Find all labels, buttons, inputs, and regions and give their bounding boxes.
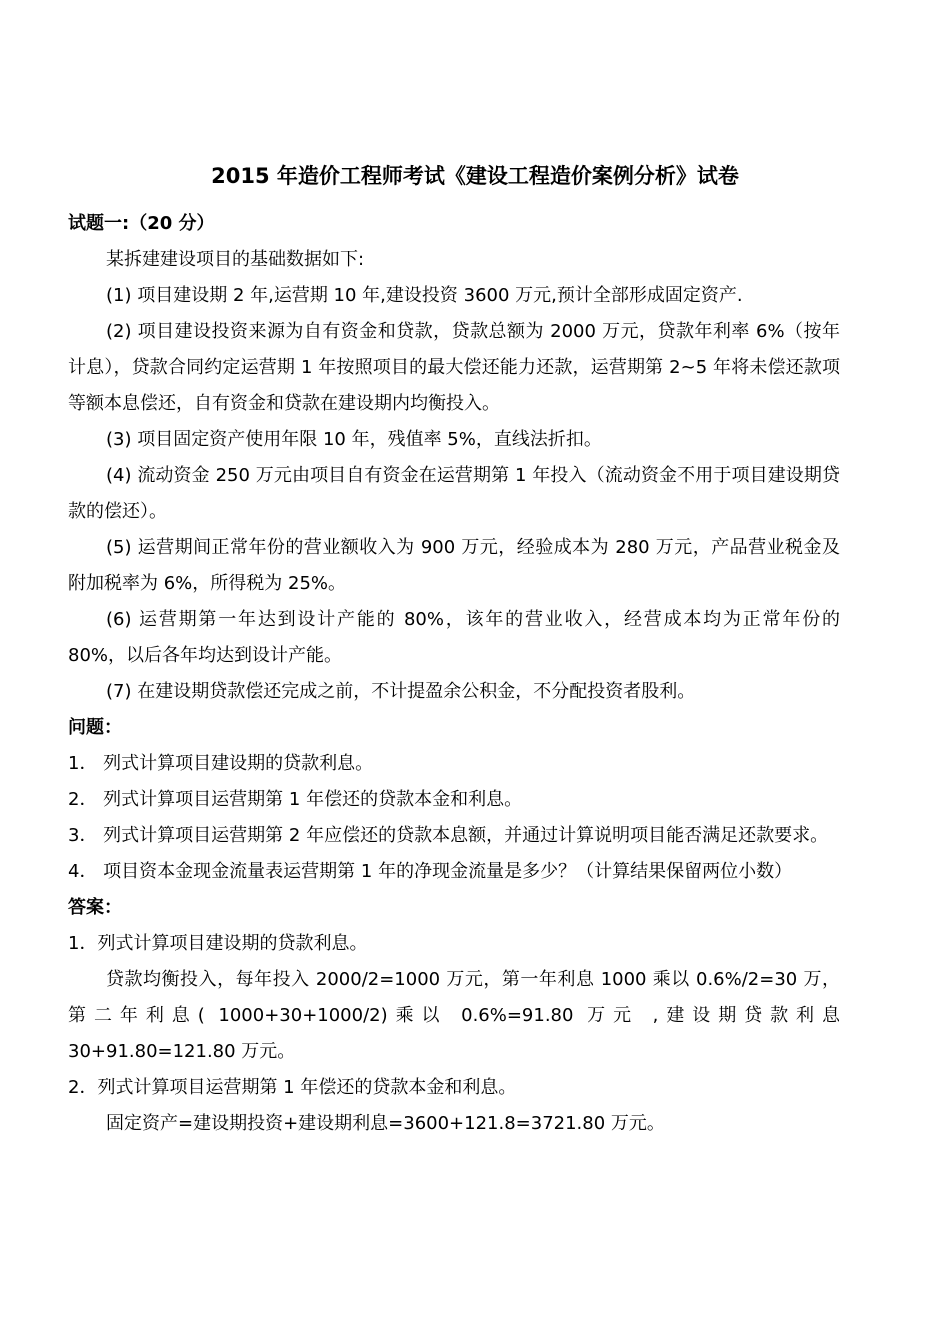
question1-heading: 试题一:（20 分）	[68, 213, 215, 234]
question1-intro: 某拆建建设项目的基础数据如下:	[106, 249, 365, 270]
question-item-1: 1． 列式计算项目建设期的贷款利息。	[68, 753, 374, 774]
document-title: 2015 年造价工程师考试《建设工程造价案例分析》试卷	[211, 164, 739, 188]
answer2-title: 2．列式计算项目运营期第 1 年偿还的贷款本金和利息。	[68, 1077, 517, 1098]
answers-heading: 答案：	[68, 897, 122, 918]
question-item-4: 4． 项目资本金现金流量表运营期第 1 年的净现金流量是多少？（计算结果保留两位小数）	[68, 861, 793, 882]
questions-heading: 问题：	[68, 717, 122, 738]
question1-item-7: (7) 在建设期贷款偿还完成之前，不计提盈余公积金，不分配投资者股利。	[106, 681, 696, 702]
answer1-title: 1．列式计算项目建设期的贷款利息。	[68, 933, 368, 954]
question1-item-4: (4) 流动资金 250 万元由项目自有资金在运营期第 1 年投入（流动资金不用于项目建设期贷款的偿还）。	[68, 465, 840, 522]
question1-item-1: (1) 项目建设期 2 年,运营期 10 年,建设投资 3600 万元,预计全部形成固定资产.	[106, 285, 743, 306]
question1-item-2: (2) 项目建设投资来源为自有资金和贷款，贷款总额为 2000 万元，贷款年利率 6%（按年计息），贷款合同约定运营期 1 年按照项目的最大偿还能力还款，运营期第 2~5 年将未偿还款项等额本息偿还，自有资金和贷款在建设期内均衡投入。	[68, 321, 840, 414]
question1-item-5: (5) 运营期间正常年份的营业额收入为 900 万元，经验成本为 280 万元，产品营业税金及附加税率为 6%，所得税为 25%。	[68, 537, 840, 594]
question1-item-3: (3) 项目固定资产使用年限 10 年，残值率 5%，直线法折扣。	[106, 429, 602, 450]
question-item-3: 3． 列式计算项目运营期第 2 年应偿还的贷款本息额，并通过计算说明项目能否满足还款要求。	[68, 825, 829, 846]
question-item-2: 2． 列式计算项目运营期第 1 年偿还的贷款本金和利息。	[68, 789, 523, 810]
answer1-body: 贷款均衡投入，每年投入 2000/2=1000 万元，第一年利息 1000 乘以 0.6%/2=30 万，第二年利息( 1000+30+1000/2)乘以 0.6%=91.80 万元 ,建设期贷款利息 30+91.80=121.80 万元。	[68, 969, 840, 1062]
answer2-body: 固定资产=建设期投资+建设期利息=3600+121.8=3721.80 万元。	[106, 1113, 665, 1134]
question1-item-6: (6) 运营期第一年达到设计产能的 80%，该年的营业收入，经营成本均为正常年份的 80%，以后各年均达到设计产能。	[68, 609, 840, 666]
document-body	[68, 206, 840, 1142]
